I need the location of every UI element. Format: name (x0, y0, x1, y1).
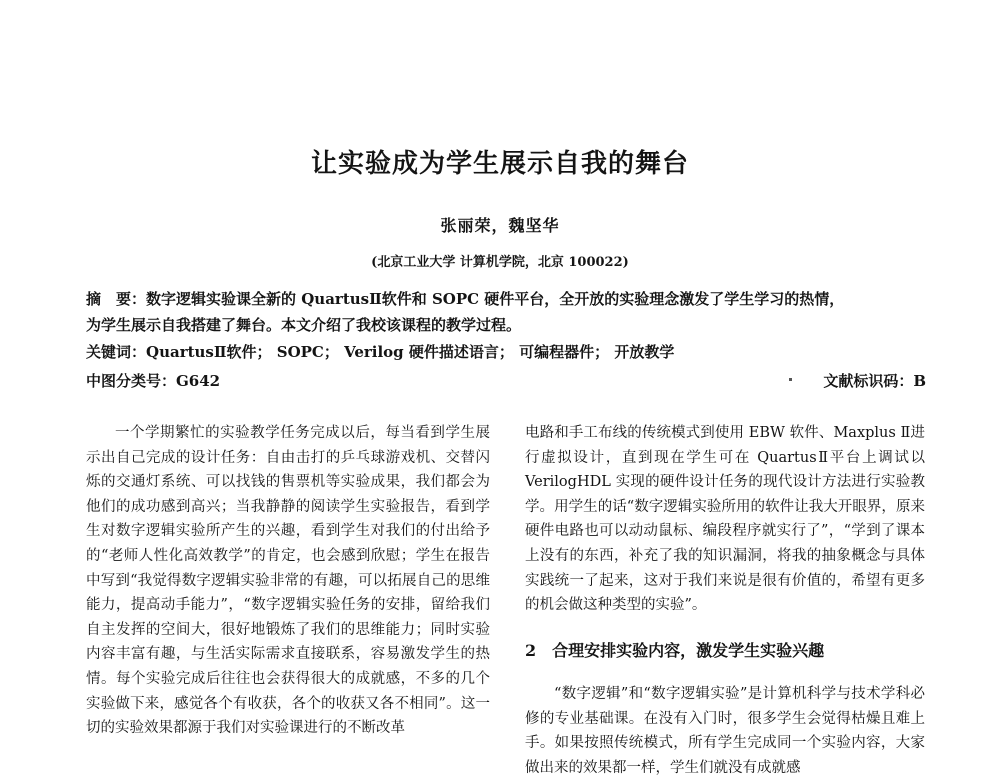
document-code: 文献标识码：B (823, 372, 926, 390)
stray-dot (789, 378, 792, 381)
left-column (86, 421, 490, 741)
right-column-top (525, 421, 925, 618)
abstract-line-1: 摘 要：数字逻辑实验课全新的 QuartusⅡ软件和 SOPC 硬件平台，全开放的实验理念激发了学生学习的热情， (86, 290, 845, 308)
paper-title: 让实验成为学生展示自我的舞台 (310, 149, 689, 179)
left-column-paragraph: 一个学期繁忙的实验教学任务完成以后，每当看到学生展示出自己完成的设计任务：自由击打的乒乓球游戏机、交替闪烁的交通灯系统、可以找钱的售票机等实验成果，我们都会为他们的成功感到高兴；当我静静的阅读学生实验报告，看到学生对数字逻辑实验所产生的兴趣，看到学生对我们的付出给予的“老师人性化高效教学”的肯定，也会感到欣慰；学生在报告中写到“我觉得数字逻辑实验非常的有趣，可以拓展自己的思维能力，提高动手能力”，“数字逻辑实验任务的安排，留给我们自主发挥的空间大，很好地锻炼了我们的思维能力；同时实验内容丰富有趣，与生活实际需求直接联系，容易激发学生的热情。每个实验完成后往往也会获得很大的成就感，不多的几个实验做下来，感觉各个有收获，各个的收获又各不相同”。这一切的实验效果都源于我们对实验课进行的不断改革 (86, 425, 490, 737)
classification-number: 中图分类号：G642 (86, 372, 221, 390)
abstract (86, 286, 926, 338)
author-affiliation: (北京工业大学 计算机学院，北京 100022) (371, 255, 629, 270)
author-names: 张丽荣，魏坚华 (440, 216, 560, 235)
right-column-bottom (525, 682, 925, 780)
section-2-heading: 2 合理安排实验内容，激发学生实验兴趣 (525, 641, 825, 660)
right-column-paragraph-2: “数字逻辑”和“数字逻辑实验”是计算机科学与技术学科必修的专业基础课。在没有入门时，很多学生会觉得枯燥且难上手。如果按照传统模式，所有学生完成同一个实验内容，大家做出来的效果都一样，学生们就没有成就感 (525, 686, 925, 776)
classification-row (86, 370, 926, 391)
abstract-line-2: 为学生展示自我搭建了舞台。本文介绍了我校该课程的教学过程。 (86, 316, 522, 334)
keywords: 关键词：QuartusⅡ软件； SOPC； Verilog 硬件描述语言； 可编程器件； 开放教学 (86, 343, 675, 361)
right-column-paragraph-1: 电路和手工布线的传统模式到使用 EBW 软件、Maxplus Ⅱ进行虚拟设计，直到现在学生可在 QuartusⅡ平台上调试以 VerilogHDL 实现的硬件设计任务的现代设计方法进行实验教学。用学生的话“数字逻辑实验所用的软件让我大开眼界，原来硬件电路也可以动动鼠标、编段程序就实行了”，“学到了课本上没有的东西，补充了我的知识漏洞，将我的抽象概念与具体实践统一了起来，这对于我们来说是很有价值的，希望有更多的机会做这种类型的实验”。 (525, 425, 925, 614)
